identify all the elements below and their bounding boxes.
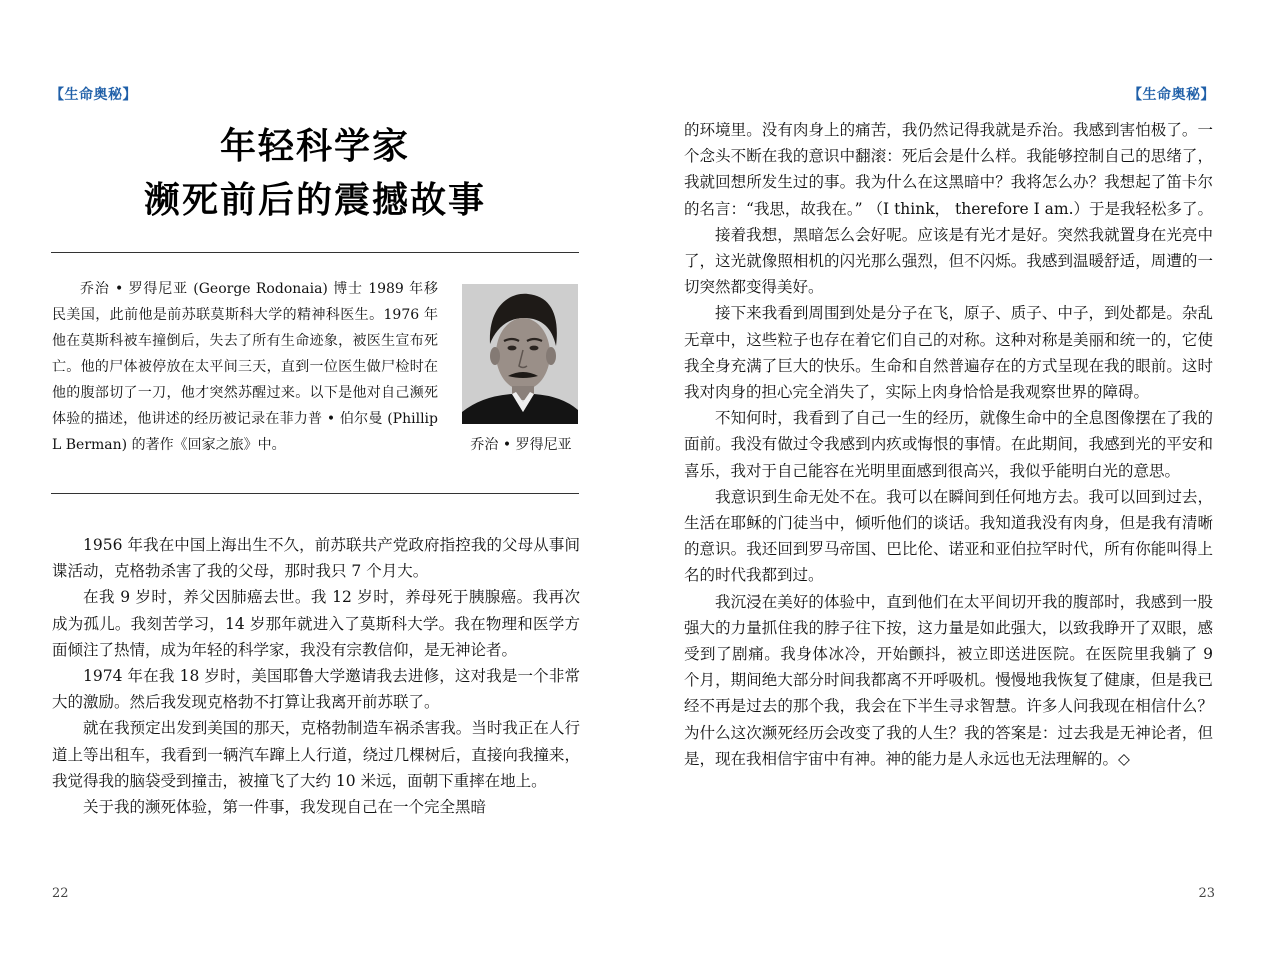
paragraph: 就在我预定出发到美国的那天，克格勃制造车祸杀害我。当时我正在人行道上等出租车，我看到一辆汽车蹿上人行道，绕过几棵树后，直接向我撞来，我觉得我的脑袋受到撞击，被撞飞了大约 10 米远，面朝下重摔在地上。 — [52, 719, 580, 790]
paragraph-continuation: 的环境里。没有肉身上的痛苦，我仍然记得我就是乔治。我感到害怕极了。一个念头不断在我的意识中翻滚：死后会是什么样。我能够控制自己的思绪了，我就回想所发生过的事。我为什么在这黑暗中？我将怎么办？我想起了笛卡尔的名言：“我思，故我在。” （I think， therefore I am.）于是我轻松多了。 — [684, 121, 1214, 218]
article-body-right — [684, 117, 1213, 772]
paragraph: 1956 年我在中国上海出生不久，前苏联共产党政府指控我的父母从事间谍活动，克格勃杀害了我的父母，那时我只 7 个月大。 — [52, 536, 580, 581]
photo-caption: 乔治 • 罗得尼亚 — [470, 437, 572, 453]
paragraph: 我沉浸在美好的体验中，直到他们在太平间切开我的腹部时，我感到一股强大的力量抓住我的脖子往下按，这力量是如此强大，以致我睁开了双眼，感受到了剧痛。我身体冰冷，开始颤抖，被立即送进医院。在医院里我躺了 9 个月，期间绝大部分时间我都离不开呼吸机。慢慢地我恢复了健康，但是我已经不再是过去的那个我，我会在下半生寻求智慧。许多人问我现在相信什么？为什么这次濒死经历会改变了我的人生？我的答案是：过去我是无神论者，但是，现在我相信宇宙中有神。神的能力是人永远也无法理解的。◇ — [684, 592, 1213, 768]
article-title-line1: 年轻科学家 — [219, 126, 410, 167]
paragraph: 1974 年在我 18 岁时，美国耶鲁大学邀请我去进修，这对我是一个非常大的激励。然后我发现克格勃不打算让我离开前苏联了。 — [52, 667, 580, 712]
article-title-line2: 濒死前后的震撼故事 — [143, 180, 486, 221]
paragraph: 接着我想，黑暗怎么会好呢。应该是有光才是好。突然我就置身在光亮中了，这光就像照相机的闪光那么强烈，但不闪烁。我感到温暖舒适，周遭的一切突然都变得美好。 — [684, 225, 1213, 297]
divider-top — [51, 252, 579, 253]
section-tag: 【生命奥秘】 — [50, 87, 137, 103]
divider-bottom — [51, 493, 579, 494]
portrait-photo — [462, 284, 578, 424]
page-number: 23 — [1198, 886, 1215, 901]
paragraph: 在我 9 岁时，养父因肺癌去世。我 12 岁时，养母死于胰腺癌。我再次成为孤儿。我刻苦学习，14 岁那年就进入了莫斯科大学。我在物理和医学方面倾注了热情，成为年轻的科学家，我没有宗教信仰，是无神论者。 — [52, 588, 580, 659]
paragraph: 关于我的濒死体验，第一件事，我发现自己在一个完全黑暗 — [83, 798, 487, 817]
intro-box — [52, 276, 438, 458]
paragraph: 接下来我看到周围到处是分子在飞，原子、质子、中子，到处都是。杂乱无章中，这些粒子也存在着它们自己的对称。这种对称是美丽和统一的，它使我全身充满了巨大的快乐。生命和自然普遍存在的方式呈现在我的眼前。这时我对肉身的担心完全消失了，实际上肉身恰恰是我观察世界的障碍。 — [684, 304, 1213, 402]
intro-text: 乔治 • 罗得尼亚 (George Rodonaia) 博士 1989 年移民美国，此前他是前苏联莫斯科大学的精神科医生。1976 年他在莫斯科被车撞倒后，失去了所有生命迹象，被医生宣布死亡。他的尸体被停放在太平间三天，直到一位医生做尸检时在他的腹部切了一刀，他才突然苏醒过来。以下是他对自己濒死体验的描述，他讲述的经历被记录在菲力普 • 伯尔曼 (Phillip L Berman) 的著作《回家之旅》中。 — [52, 281, 438, 453]
section-tag: 【生命奥秘】 — [1128, 87, 1215, 103]
right-page — [632, 0, 1265, 978]
paragraph: 我意识到生命无处不在。我可以在瞬间到任何地方去。我可以回到过去，生活在耶稣的门徒当中，倾听他们的谈话。我知道我没有肉身，但是我有清晰的意识。我还回到罗马帝国、巴比伦、诺亚和亚伯拉罕时代，所有你能叫得上名的时代我都到过。 — [684, 487, 1213, 585]
paragraph: 不知何时，我看到了自己一生的经历，就像生命中的全息图像摆在了我的面前。我没有做过令我感到内疚或悔恨的事情。在此期间，我感到光的平安和喜乐，我对于自己能容在光明里面感到很高兴，我似乎能明白光的意思。 — [684, 409, 1213, 480]
page-number: 22 — [52, 886, 69, 901]
left-page — [0, 0, 632, 978]
article-body-left — [52, 532, 580, 820]
